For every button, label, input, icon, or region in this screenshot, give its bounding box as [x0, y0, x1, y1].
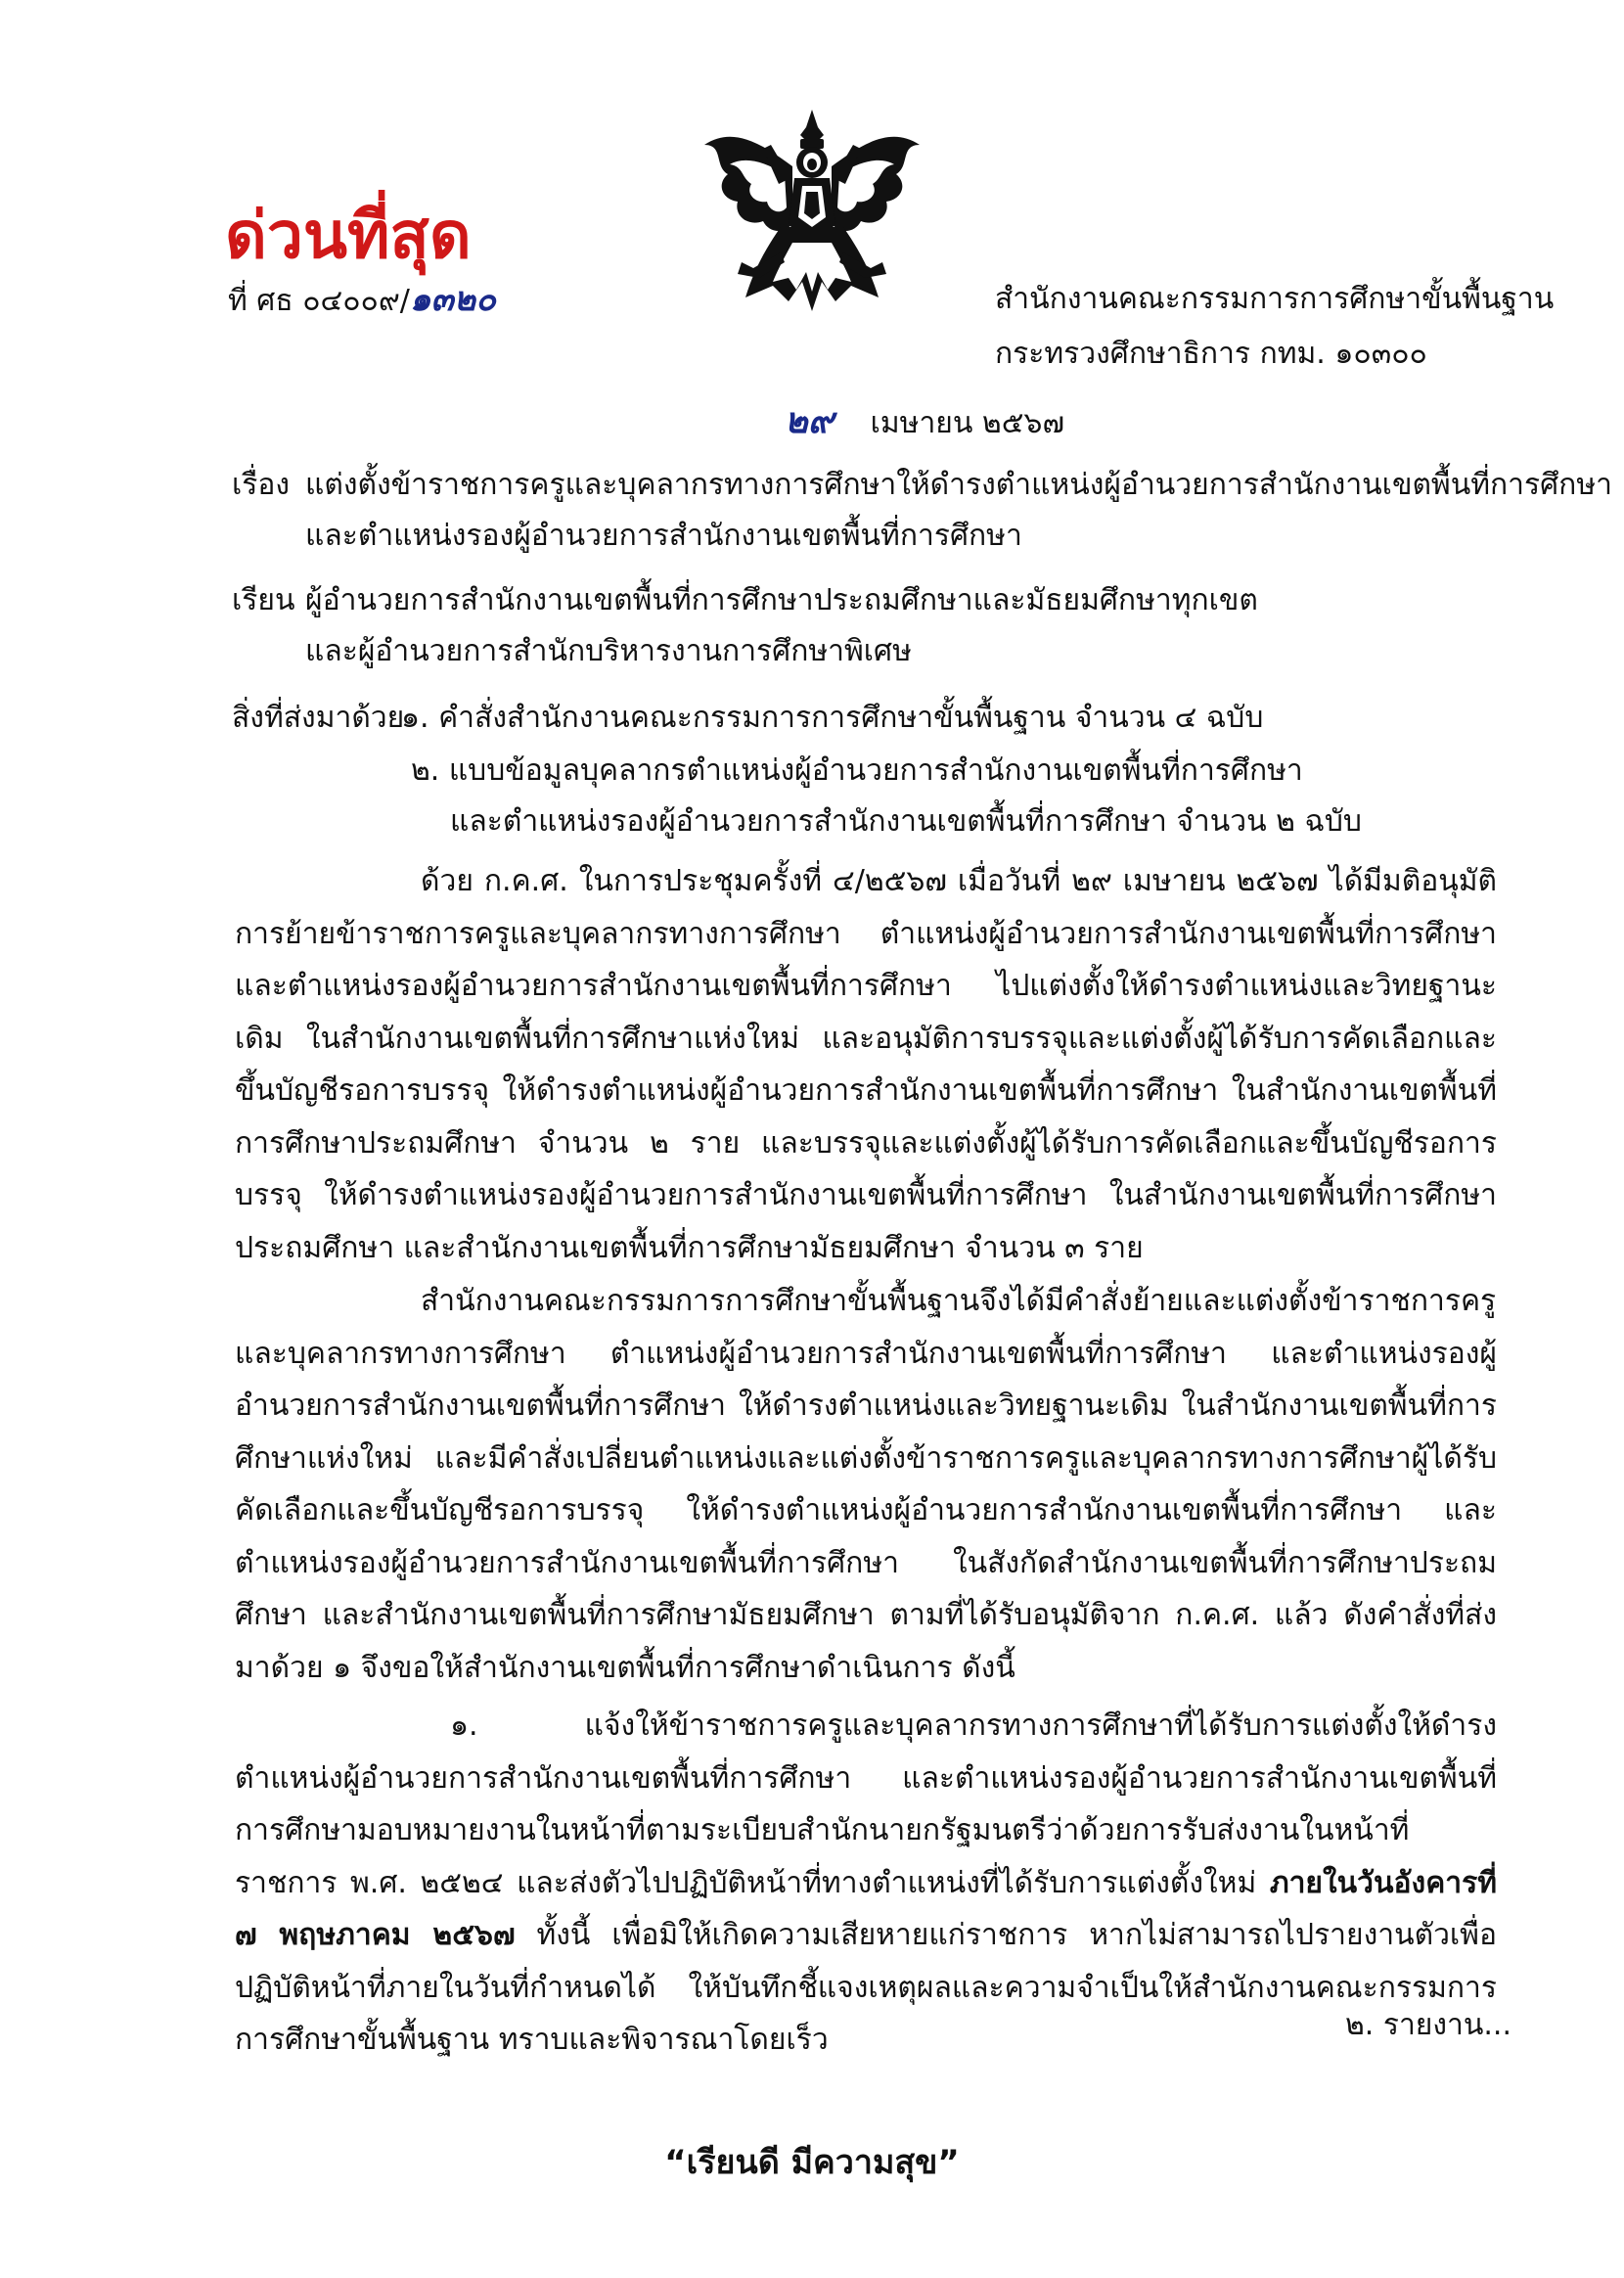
sender-line-1: สำนักงานคณะกรรมการการศึกษาขั้นพื้นฐาน	[995, 282, 1555, 316]
recipient-label: เรียน	[232, 583, 295, 617]
urgency-stamp: ด่วนที่สุด	[225, 197, 472, 273]
body-paragraph-2-text: สำนักงานคณะกรรมการการศึกษาขั้นพื้นฐานจึงได้มีคำสั่งย้ายและแต่งตั้งข้าราชการครูและบุคลากรทางการศึกษา ตำแหน่งผู้อำนวยการสำนักงานเขตพื้นที่การศึกษา และตำแหน่งรองผู้อำนวยการสำนักงานเขตพื้นที่การศึกษา ให้ดำรงตำแหน่งและวิทยฐานะเดิม ในสำนักงานเขตพื้นที่การศึกษาแห่งใหม่ และมีคำสั่งเปลี่ยนตำแหน่งและแต่งตั้งข้าราชการครูและบุคลากรทางการศึกษาผู้ได้รับคัดเลือกและขึ้นบัญชีรอการบรรจุ ให้ดำรงตำแหน่งผู้อำนวยการสำนักงานเขตพื้นที่การศึกษา และตำแหน่งรองผู้อำนวยการสำนักงานเขตพื้นที่การศึกษา ในสังกัดสำนักงานเขตพื้นที่การศึกษาประถมศึกษา และสำนักงานเขตพื้นที่การศึกษามัธยมศึกษา ตามที่ได้รับอนุมัติจาก ก.ค.ศ. แล้ว ดังคำสั่งที่ส่งมาด้วย ๑ จึงขอให้สำนักงานเขตพื้นที่การศึกษาดำเนินการ ดังนี้	[235, 1284, 1497, 1685]
date-handwritten-day: ๒๙	[785, 400, 835, 441]
enclosure-item-2: ๒. แบบข้อมูลบุคลากรตำแหน่งผู้อำนวยการสำนักงานเขตพื้นที่การศึกษา	[411, 753, 1303, 788]
footer-motto: “เรียนดี มีความสุข”	[664, 2143, 960, 2182]
enclosure-item-2-continued: และตำแหน่งรองผู้อำนวยการสำนักงานเขตพื้นที่การศึกษา จำนวน ๒ ฉบับ	[450, 804, 1362, 839]
body-paragraph-3-text: ๑. แจ้งให้ข้าราชการครูและบุคลากรทางการศึกษาที่ได้รับการแต่งตั้งให้ดำรงตำแหน่งผู้อำนวยการสำนักงานเขตพื้นที่การศึกษา และตำแหน่งรองผู้อำนวยการสำนักงานเขตพื้นที่การศึกษามอบหมายงานในหน้าที่ตามระเบียบสำนักนายกรัฐมนตรีว่าด้วยการรับส่งงานในหน้าที่ราชการ พ.ศ. ๒๕๒๔ และส่งตัวไปปฏิบัติหน้าที่ทางตำแหน่งที่ได้รับการแต่งตั้งใหม่	[235, 1708, 1497, 1900]
body-paragraph-3-text-continued: ทั้งนี้ เพื่อมิให้เกิดความเสียหายแก่ราชการ หากไม่สามารถไปรายงานตัวเพื่อปฏิบัติหน้าที่ภายในวันที่กำหนดได้ ให้บันทึกชี้แจงเหตุผลและความจำเป็นให้สำนักงานคณะกรรมการการศึกษาขั้นพื้นฐาน ทราบและพิจารณาโดยเร็ว	[235, 1918, 1497, 2057]
page-continuation: ๒. รายงาน...	[1345, 2008, 1511, 2042]
document-date	[785, 401, 1064, 443]
body-paragraph-2	[235, 1275, 1497, 1694]
subject-label: เรื่อง	[232, 468, 291, 502]
body-paragraph-1	[235, 855, 1497, 1274]
enclosure-item-1: ๑. คำสั่งสำนักงานคณะกรรมการการศึกษาขั้นพื้นฐาน จำนวน ๔ ฉบับ	[401, 701, 1264, 735]
subject-line-1: แต่งตั้งข้าราชการครูและบุคลากรทางการศึกษาให้ดำรงตำแหน่งผู้อำนวยการสำนักงานเขตพื้นที่การศึกษา	[305, 468, 1612, 502]
subject-line-2: และตำแหน่งรองผู้อำนวยการสำนักงานเขตพื้นที่การศึกษา	[305, 519, 1022, 553]
recipient-line-1: ผู้อำนวยการสำนักงานเขตพื้นที่การศึกษาประถมศึกษาและมัธยมศึกษาทุกเขต	[305, 583, 1258, 617]
garuda-emblem-icon	[695, 106, 929, 319]
body-paragraph-3	[235, 1700, 1497, 2067]
enclosures-label: สิ่งที่ส่งมาด้วย	[232, 701, 405, 735]
reference-handwritten-number: ๑๓๒๐	[409, 280, 496, 319]
report-deadline: ภายในวันอังคารที่ ๗ พฤษภาคม ๒๕๖๗	[235, 1865, 1497, 1952]
reference-number	[228, 280, 496, 321]
body-paragraph-1-text: ด้วย ก.ค.ศ. ในการประชุมครั้งที่ ๔/๒๕๖๗ เมื่อวันที่ ๒๙ เมษายน ๒๕๖๗ ได้มีมติอนุมัติการย้ายข้าราชการครูและบุคลากรทางการศึกษา ตำแหน่งผู้อำนวยการสำนักงานเขตพื้นที่การศึกษา และตำแหน่งรองผู้อำนวยการสำนักงานเขตพื้นที่การศึกษา ไปแต่งตั้งให้ดำรงตำแหน่งและวิทยฐานะเดิม ในสำนักงานเขตพื้นที่การศึกษาแห่งใหม่ และอนุมัติการบรรจุและแต่งตั้งผู้ได้รับการคัดเลือกและขึ้นบัญชีรอการบรรจุ ให้ดำรงตำแหน่งผู้อำนวยการสำนักงานเขตพื้นที่การศึกษา ในสำนักงานเขตพื้นที่การศึกษาประถมศึกษา จำนวน ๒ ราย และบรรจุและแต่งตั้งผู้ได้รับการคัดเลือกและขึ้นบัญชีรอการบรรจุ ให้ดำรงตำแหน่งรองผู้อำนวยการสำนักงานเขตพื้นที่การศึกษา ในสำนักงานเขตพื้นที่การศึกษาประถมศึกษา และสำนักงานเขตพื้นที่การศึกษามัธยมศึกษา จำนวน ๓ ราย	[235, 864, 1497, 1265]
sender-line-2: กระทรวงศึกษาธิการ กทม. ๑๐๓๐๐	[995, 337, 1427, 371]
date-month-year: เมษายน ๒๕๖๗	[870, 406, 1065, 440]
recipient-line-2: และผู้อำนวยการสำนักบริหารงานการศึกษาพิเศษ	[305, 634, 912, 668]
reference-prefix: ที่ ศธ ๐๔๐๐๙/	[228, 284, 410, 318]
